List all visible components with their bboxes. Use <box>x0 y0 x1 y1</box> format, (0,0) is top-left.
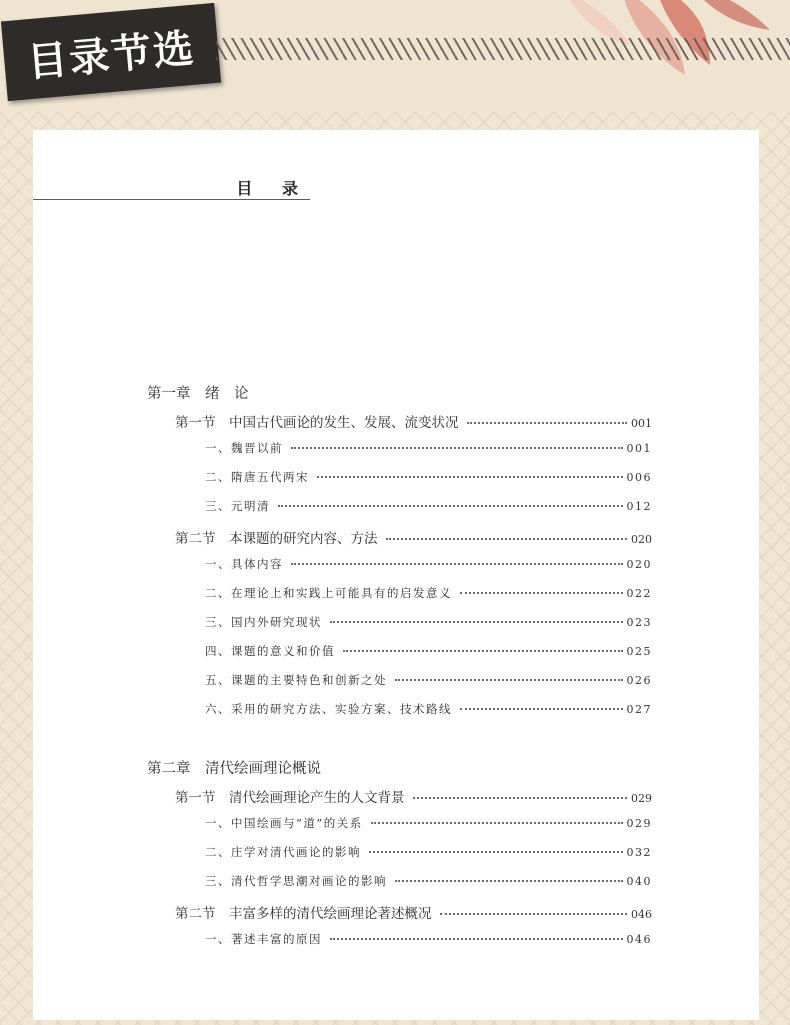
dot-leader <box>460 592 623 594</box>
dot-leader <box>440 913 628 915</box>
subsection-entry[interactable] <box>205 643 652 659</box>
subsection-entry[interactable] <box>205 844 652 860</box>
subsection-entry-page: 027 <box>626 703 652 716</box>
dot-leader <box>278 505 623 507</box>
subsection-entry[interactable] <box>205 440 652 456</box>
toc-list <box>33 130 759 1020</box>
section-entry-page: 029 <box>631 792 652 805</box>
section-entry-label: 第一节 清代绘画理论产生的人文背景 <box>175 790 405 806</box>
dot-leader <box>291 563 623 565</box>
dot-leader <box>460 708 623 710</box>
subsection-entry[interactable] <box>205 556 652 572</box>
subsection-entry[interactable] <box>205 873 652 889</box>
section-entry-page: 046 <box>631 908 652 921</box>
subsection-entry[interactable] <box>205 815 652 831</box>
subsection-entry-page: 026 <box>626 674 652 687</box>
subsection-entry-label: 六、采用的研究方法、实验方案、技术路线 <box>205 702 452 716</box>
subsection-entry-page: 029 <box>626 817 652 830</box>
subsection-entry[interactable] <box>205 672 652 688</box>
subsection-entry-label: 二、隋唐五代两宋 <box>205 470 309 484</box>
section-entry[interactable] <box>175 786 652 806</box>
subsection-entry-label: 四、课题的意义和价值 <box>205 644 335 658</box>
section-entry-label: 第二节 丰富多样的清代绘画理论著述概况 <box>175 906 432 922</box>
subsection-entry-label: 三、清代哲学思潮对画论的影响 <box>205 874 387 888</box>
dot-leader <box>369 851 623 853</box>
subsection-entry[interactable] <box>205 701 652 717</box>
section-entry[interactable] <box>175 527 652 547</box>
section-entry-page: 001 <box>631 417 652 430</box>
dot-leader <box>386 538 628 540</box>
dot-leader <box>317 476 623 478</box>
chapter-title[interactable] <box>147 757 321 778</box>
subsection-entry-page: 025 <box>626 645 652 658</box>
subsection-entry-label: 二、在理论上和实践上可能具有的启发意义 <box>205 586 452 600</box>
subsection-entry-page: 001 <box>626 442 652 455</box>
subsection-entry-label: 一、著述丰富的原因 <box>205 932 322 946</box>
subsection-entry[interactable] <box>205 469 652 485</box>
banner-title: 目录节选 <box>25 25 197 86</box>
dot-leader <box>343 650 623 652</box>
chapter-title-label: 第一章 绪 论 <box>147 386 249 402</box>
dot-leader <box>467 422 628 424</box>
subsection-entry-page: 022 <box>626 587 652 600</box>
dot-leader <box>330 938 623 940</box>
subsection-entry-label: 三、元明清 <box>205 499 270 513</box>
toc-heading: 目 录 <box>236 179 310 198</box>
section-entry-page: 020 <box>631 533 652 546</box>
dot-leader <box>330 621 623 623</box>
chapter-title-label: 第二章 清代绘画理论概说 <box>147 761 321 777</box>
subsection-entry-label: 一、中国绘画与“道”的关系 <box>205 816 363 830</box>
subsection-entry-label: 二、庄学对清代画论的影响 <box>205 845 361 859</box>
subsection-entry-page: 006 <box>626 471 652 484</box>
subsection-entry-page: 012 <box>626 500 652 513</box>
subsection-entry-page: 040 <box>626 875 652 888</box>
subsection-entry-label: 一、具体内容 <box>205 557 283 571</box>
subsection-entry[interactable] <box>205 614 652 630</box>
toc-page <box>33 130 759 1020</box>
subsection-entry-label: 五、课题的主要特色和创新之处 <box>205 673 387 687</box>
subsection-entry-page: 023 <box>626 616 652 629</box>
subsection-entry-page: 020 <box>626 558 652 571</box>
subsection-entry-label: 一、魏晋以前 <box>205 441 283 455</box>
subsection-entry-page: 032 <box>626 846 652 859</box>
subsection-entry-page: 046 <box>626 933 652 946</box>
subsection-entry[interactable] <box>205 498 652 514</box>
subsection-entry[interactable] <box>205 931 652 947</box>
subsection-entry-label: 三、国内外研究现状 <box>205 615 322 629</box>
subsection-entry[interactable] <box>205 585 652 601</box>
dot-leader <box>371 822 623 824</box>
section-entry-label: 第二节 本课题的研究内容、方法 <box>175 531 378 547</box>
section-entry[interactable] <box>175 411 652 431</box>
dot-leader <box>291 447 623 449</box>
section-entry[interactable] <box>175 902 652 922</box>
dot-leader <box>395 880 623 882</box>
dot-leader <box>413 797 628 799</box>
dot-leader <box>395 679 623 681</box>
section-entry-label: 第一节 中国古代画论的发生、发展、流变状况 <box>175 415 459 431</box>
hatch-divider <box>216 38 790 60</box>
chapter-title[interactable] <box>147 382 249 403</box>
